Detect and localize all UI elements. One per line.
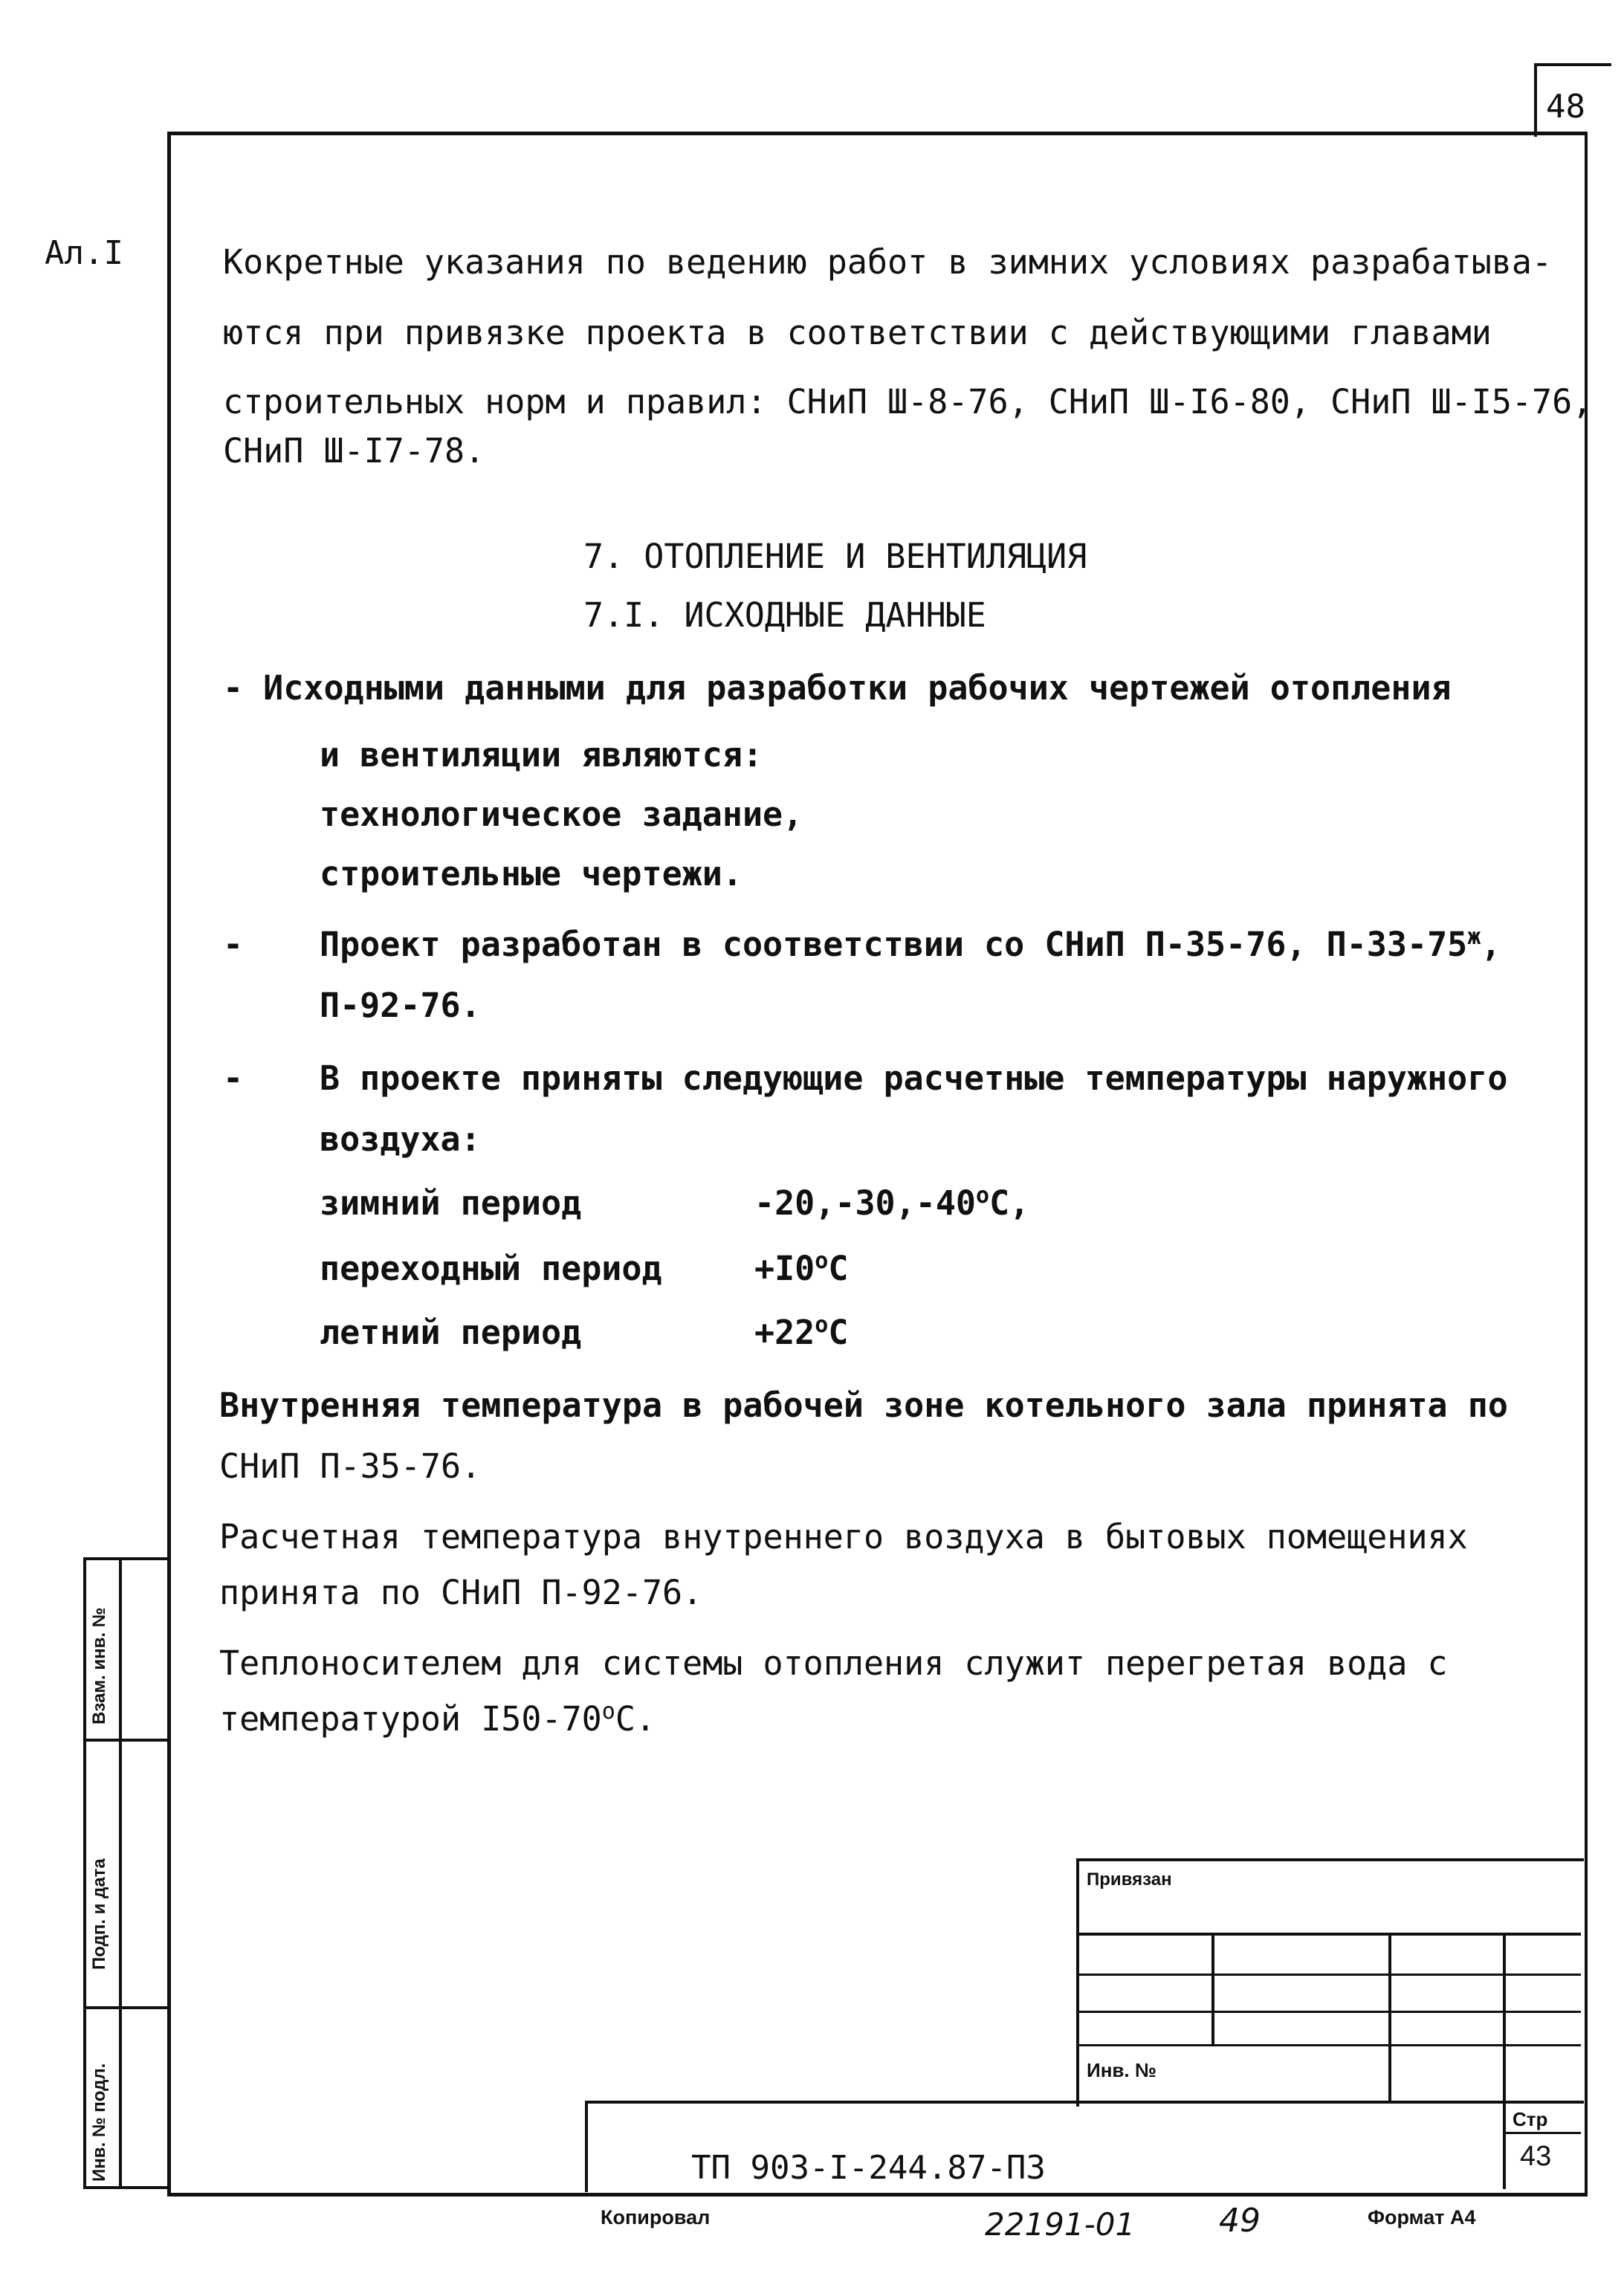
page-number: 48: [1546, 88, 1585, 126]
title-block-vline: [1211, 1933, 1214, 2044]
order-number: 22191-01: [985, 2206, 1136, 2243]
temp-value-summer: $+22^оС$: [754, 1312, 849, 1352]
inv-no-label: Инв. №: [1087, 2059, 1156, 2081]
podp-data-label: Подп. и дата: [89, 1858, 109, 1970]
inv-podl-label: Инв. № подл.: [89, 2063, 109, 2182]
paragraph-line-1: Кокретные указания по ведению работ в зимних условиях разрабатыва-: [223, 242, 1553, 282]
item2-line-1: Проект разработан в соответствии со СНиП П-35-76, $П-33-75^ж$,: [320, 924, 1501, 964]
str-label: Стр: [1513, 2108, 1548, 2130]
item3-line-1: В проекте приняты следующие расчетные температуры наружного: [320, 1058, 1508, 1098]
privyazan-label: Привязан: [1087, 1869, 1172, 1890]
internal-temp-line-2: СНиП П-35-76.: [219, 1447, 482, 1486]
coolant-line-2: температурой $I50-70^оС$.: [219, 1698, 656, 1739]
document-code: ТП 903-I-244.87-П3: [691, 2149, 1046, 2187]
coolant-line-1: Теплоносителем для системы отопления служит перегретая вода с: [219, 1643, 1448, 1683]
title-block-vline: [1388, 1933, 1391, 2104]
sheet-label: Ал.I: [45, 234, 123, 272]
subsection-heading: 7.I. ИСХОДНЫЕ ДАННЫЕ: [583, 595, 986, 635]
item1-line-3: технологическое задание,: [320, 795, 803, 834]
temp-period-summer: летний период: [320, 1313, 582, 1352]
temp-value-transition: $+I0^оС$: [754, 1248, 849, 1288]
vzam-inv-label: Взам. инв. №: [89, 1607, 109, 1725]
section-heading: 7. ОТОПЛЕНИЕ И ВЕНТИЛЯЦИЯ: [583, 537, 1087, 576]
stamp-strip-row-divider: [86, 1739, 169, 1742]
paragraph-line-3: строительных норм и правил: СНиП Ш-8-76, СНиП Ш-I6-80, СНиП Ш-I5-76,: [223, 382, 1593, 421]
calc-temp-line-1: Расчетная температура внутреннего воздуха в бытовых помещениях: [219, 1517, 1468, 1557]
calc-temp-line-2: принята по СНиП П-92-76.: [219, 1573, 703, 1612]
temp-period-winter: зимний период: [320, 1183, 582, 1223]
item1-line-1: - Исходными данными для разработки рабочих чертежей отопления: [223, 668, 1452, 708]
internal-temp-line-1: Внутренняя температура в рабочей зоне котельного зала принята по: [219, 1386, 1508, 1425]
stamp-strip-divider: [119, 1560, 122, 2186]
item1-line-4: строительные чертежи.: [320, 854, 743, 893]
item3-dash: -: [223, 1058, 244, 1098]
format-label: Формат А4: [1368, 2206, 1476, 2228]
kopiroval-label: Копировал: [601, 2206, 711, 2228]
str-value: 43: [1520, 2141, 1552, 2172]
item2-line-2: П-92-76.: [320, 986, 481, 1025]
title-block-vline: [1503, 2101, 1506, 2189]
stamp-strip-row-divider: [86, 2006, 169, 2009]
paragraph-line-4: СНиП Ш-I7-78.: [223, 431, 485, 471]
paragraph-line-2: ются при привязке проекта в соответствии с действующими главами: [223, 313, 1492, 352]
item2-dash: -: [223, 925, 244, 964]
item1-line-2: и вентиляции являются:: [320, 735, 763, 775]
temp-period-transition: переходный период: [320, 1249, 662, 1288]
title-block-hline: [1503, 2132, 1581, 2134]
sheet-number: 49: [1219, 2202, 1261, 2240]
title-block-vline: [1503, 1933, 1506, 2104]
temp-value-winter: $-20,-30,-40^оС$,: [754, 1183, 1030, 1223]
item3-line-2: воздуха:: [320, 1119, 481, 1159]
